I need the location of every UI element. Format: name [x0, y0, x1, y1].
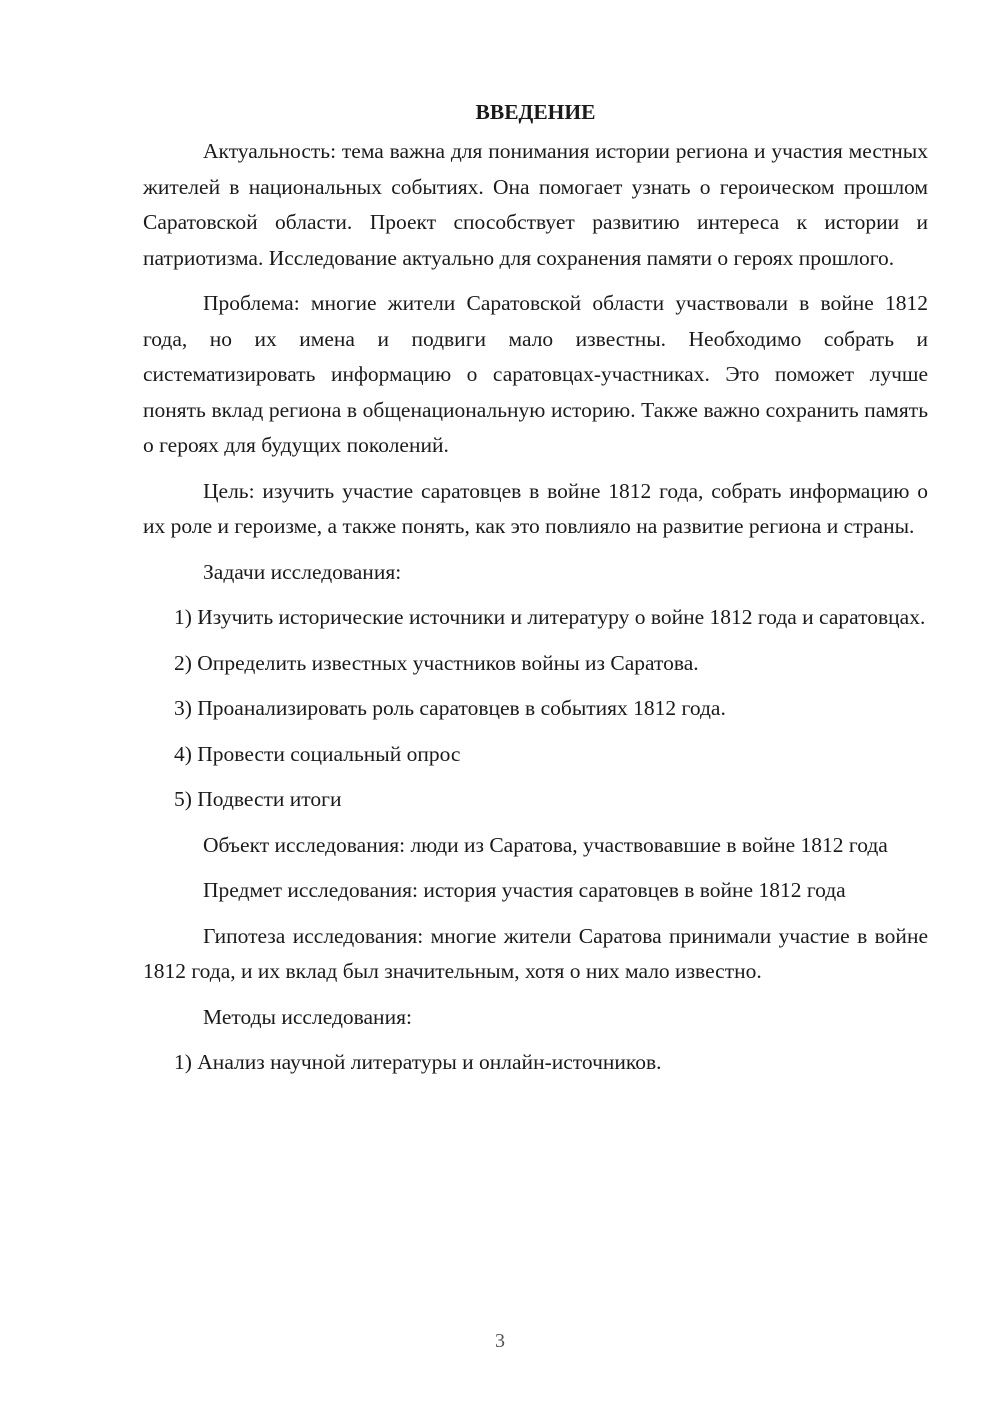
page-number: 3 — [495, 1330, 505, 1352]
task-item: 1) Изучить исторические источники и литературу о войне 1812 года и саратовцах. — [174, 605, 926, 629]
hypothesis-paragraph: Гипотеза исследования: многие жители Саратова принимали участие в войне 1812 года, и их вклад был значительным, хотя о них мало известно. — [143, 923, 928, 983]
method-item: 1) Анализ научной литературы и онлайн-источников. — [174, 1050, 662, 1074]
page-title: ВВЕДЕНИЕ — [475, 100, 596, 124]
document-page — [143, 95, 928, 1091]
task-item: 3) Проанализировать роль саратовцев в событиях 1812 года. — [174, 696, 726, 720]
problem-paragraph: Проблема: многие жители Саратовской области участвовали в войне 1812 года, но их имена и подвиги мало известны. Необходимо собрать и систематизировать информацию о саратовцах-участниках. Это поможет лучше понять вклад региона в общенациональную историю. Также важно сохранить память о героях для будущих поколений. — [143, 291, 928, 457]
task-item: 2) Определить известных участников войны из Саратова. — [174, 650, 699, 675]
task-item: 4) Провести социальный опрос — [174, 741, 461, 766]
object-paragraph: Объект исследования: люди из Саратова, участвовавшие в войне 1812 года — [203, 832, 888, 857]
relevance-paragraph: Актуальность: тема важна для понимания истории региона и участия местных жителей в национальных событиях. Она помогает узнать о героическом прошлом Саратовской области. Проект способствует развитию интереса к истории и патриотизма. Исследование актуально для сохранения памяти о героях прошлого. — [143, 139, 928, 270]
subject-paragraph: Предмет исследования: история участия саратовцев в войне 1812 года — [203, 878, 846, 902]
task-item: 5) Подвести итоги — [174, 787, 342, 811]
goal-paragraph: Цель: изучить участие саратовцев в войне 1812 года, собрать информацию о их роле и героизме, а также понять, как это повлияло на развитие региона и страны. — [143, 478, 928, 538]
methods-heading: Методы исследования: — [203, 1004, 412, 1029]
tasks-heading: Задачи исследования: — [203, 559, 402, 584]
